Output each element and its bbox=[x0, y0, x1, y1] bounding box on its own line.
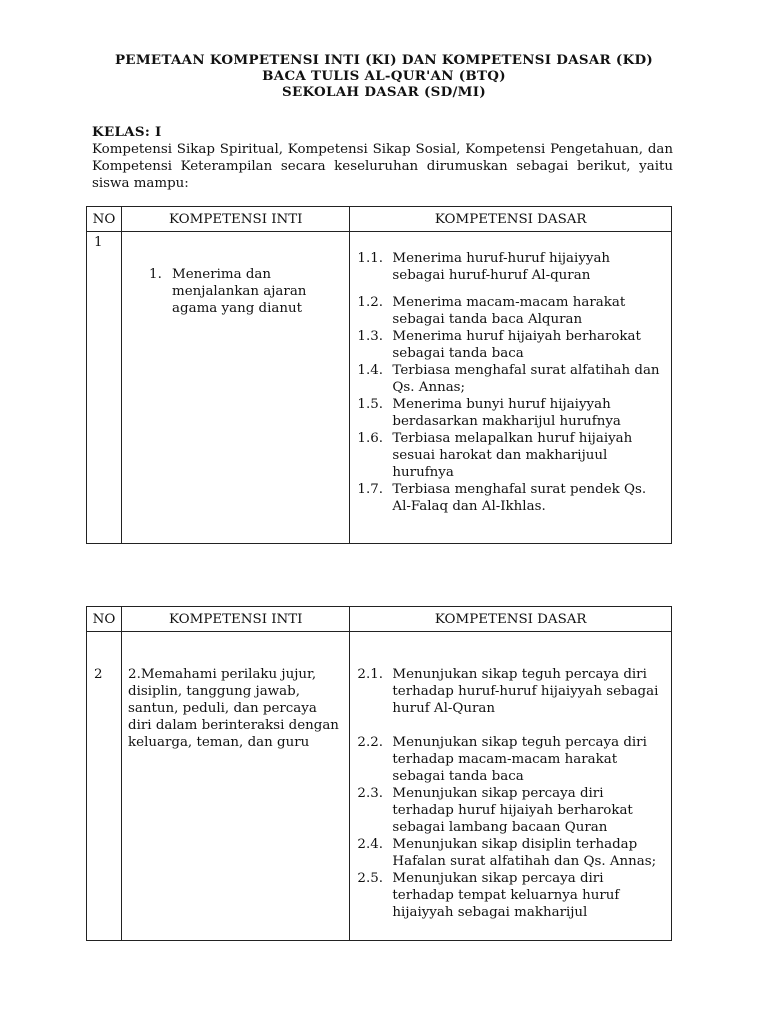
header-no: NO bbox=[87, 607, 122, 632]
header-kd: KOMPETENSI DASAR bbox=[350, 607, 672, 632]
kd-item bbox=[357, 250, 665, 284]
kd-number: 1.3. bbox=[357, 329, 383, 344]
kd-number: 1.7. bbox=[357, 482, 383, 497]
kd-number: 2.3. bbox=[357, 786, 383, 801]
row-number: 1 bbox=[94, 235, 103, 250]
kd-item bbox=[357, 836, 665, 870]
kd-item bbox=[357, 734, 665, 785]
kd-text: Menunjukan sikap percaya diri terhadap huruf hijaiyah berharokat sebagai lambang bacaan Quran bbox=[392, 786, 633, 835]
kd-number: 2.2. bbox=[357, 735, 383, 750]
kd-item bbox=[357, 666, 665, 717]
ki-cell bbox=[122, 232, 350, 544]
kd-text: Menunjukan sikap teguh percaya diri terhadap macam-macam harakat sebagai tanda baca bbox=[392, 735, 647, 784]
kd-item bbox=[357, 362, 665, 396]
kd-item bbox=[357, 328, 665, 362]
kd-number: 1.2. bbox=[357, 295, 383, 310]
row-no-cell bbox=[87, 632, 122, 941]
header-ki: KOMPETENSI INTI bbox=[122, 607, 350, 632]
table-row bbox=[87, 632, 672, 941]
kd-number: 1.5. bbox=[357, 397, 383, 412]
kd-number: 1.1. bbox=[357, 251, 383, 266]
kd-text: Menerima macam-macam harakat sebagai tanda baca Alquran bbox=[392, 295, 626, 327]
kd-number: 1.6. bbox=[357, 431, 383, 446]
kd-cell bbox=[350, 232, 672, 544]
header-kd: KOMPETENSI DASAR bbox=[350, 207, 672, 232]
ki-cell bbox=[122, 632, 350, 941]
kd-item bbox=[357, 785, 665, 836]
title-line-2: BACA TULIS AL-QUR'AN (BTQ) bbox=[262, 68, 506, 84]
kd-text: Terbiasa menghafal surat pendek Qs. Al-Falaq dan Al-Ikhlas. bbox=[392, 482, 647, 514]
kelas-label: KELAS: I bbox=[92, 124, 162, 140]
header-no: NO bbox=[87, 207, 122, 232]
kd-number: 2.1. bbox=[357, 667, 383, 682]
row-number: 2 bbox=[94, 667, 103, 682]
ki-text: Menerima dan menjalankan ajaran agama yang dianut bbox=[172, 267, 307, 316]
kd-text: Menunjukan sikap percaya diri terhadap tempat keluarnya huruf hijaiyyah sebagai makharijul bbox=[392, 871, 620, 920]
kd-item bbox=[357, 430, 665, 481]
title-line-1: PEMETAAN KOMPETENSI INTI (KI) DAN KOMPETENSI DASAR (KD) bbox=[114, 52, 654, 68]
kd-text: Menunjukan sikap teguh percaya diri terhadap huruf-huruf hijaiyyah sebagai huruf Al-Quran bbox=[392, 667, 659, 716]
kd-text: Terbiasa menghafal surat alfatihah dan Qs. Annas; bbox=[392, 363, 660, 395]
kd-text: Menerima huruf hijaiyah berharokat sebagai tanda baca bbox=[392, 329, 641, 361]
ki-item bbox=[149, 266, 339, 317]
competency-table-2 bbox=[86, 606, 672, 941]
kd-cell bbox=[350, 632, 672, 941]
header-ki: KOMPETENSI INTI bbox=[122, 207, 350, 232]
kd-item bbox=[357, 396, 665, 430]
table-header-row bbox=[87, 607, 672, 632]
row-no-cell bbox=[87, 232, 122, 544]
kd-item bbox=[357, 870, 665, 921]
kd-number: 2.5. bbox=[357, 871, 383, 886]
document-title bbox=[0, 52, 768, 100]
table-row bbox=[87, 232, 672, 544]
table-header-row bbox=[87, 207, 672, 232]
ki-text: 2.Memahami perilaku jujur, disiplin, tanggung jawab, santun, peduli, dan percaya diri dalam berinteraksi dengan keluarga, teman, dan guru bbox=[128, 667, 339, 750]
kd-text: Terbiasa melapalkan huruf hijaiyah sesuai harokat dan makharijuul hurufnya bbox=[392, 431, 633, 480]
kd-number: 1.4. bbox=[357, 363, 383, 378]
kd-text: Menunjukan sikap disiplin terhadap Hafalan surat alfatihah dan Qs. Annas; bbox=[392, 837, 657, 869]
kd-number: 2.4. bbox=[357, 837, 383, 852]
competency-table-1 bbox=[86, 206, 672, 544]
ki-number: 1. bbox=[149, 267, 162, 282]
kd-item bbox=[357, 481, 665, 515]
title-line-3: SEKOLAH DASAR (SD/MI) bbox=[281, 84, 487, 100]
kd-text: Menerima bunyi huruf hijaiyyah berdasarkan makharijul hurufnya bbox=[392, 397, 621, 429]
intro-paragraph: Kompetensi Sikap Spiritual, Kompetensi Sikap Sosial, Kompetensi Pengetahuan, dan Kompetensi Keterampilan secara keseluruhan dirumuskan sebagai berikut, yaitu siswa mampu: bbox=[92, 142, 673, 191]
kd-text: Menerima huruf-huruf hijaiyyah sebagai huruf-huruf Al-quran bbox=[392, 251, 611, 283]
kd-item bbox=[357, 294, 665, 328]
